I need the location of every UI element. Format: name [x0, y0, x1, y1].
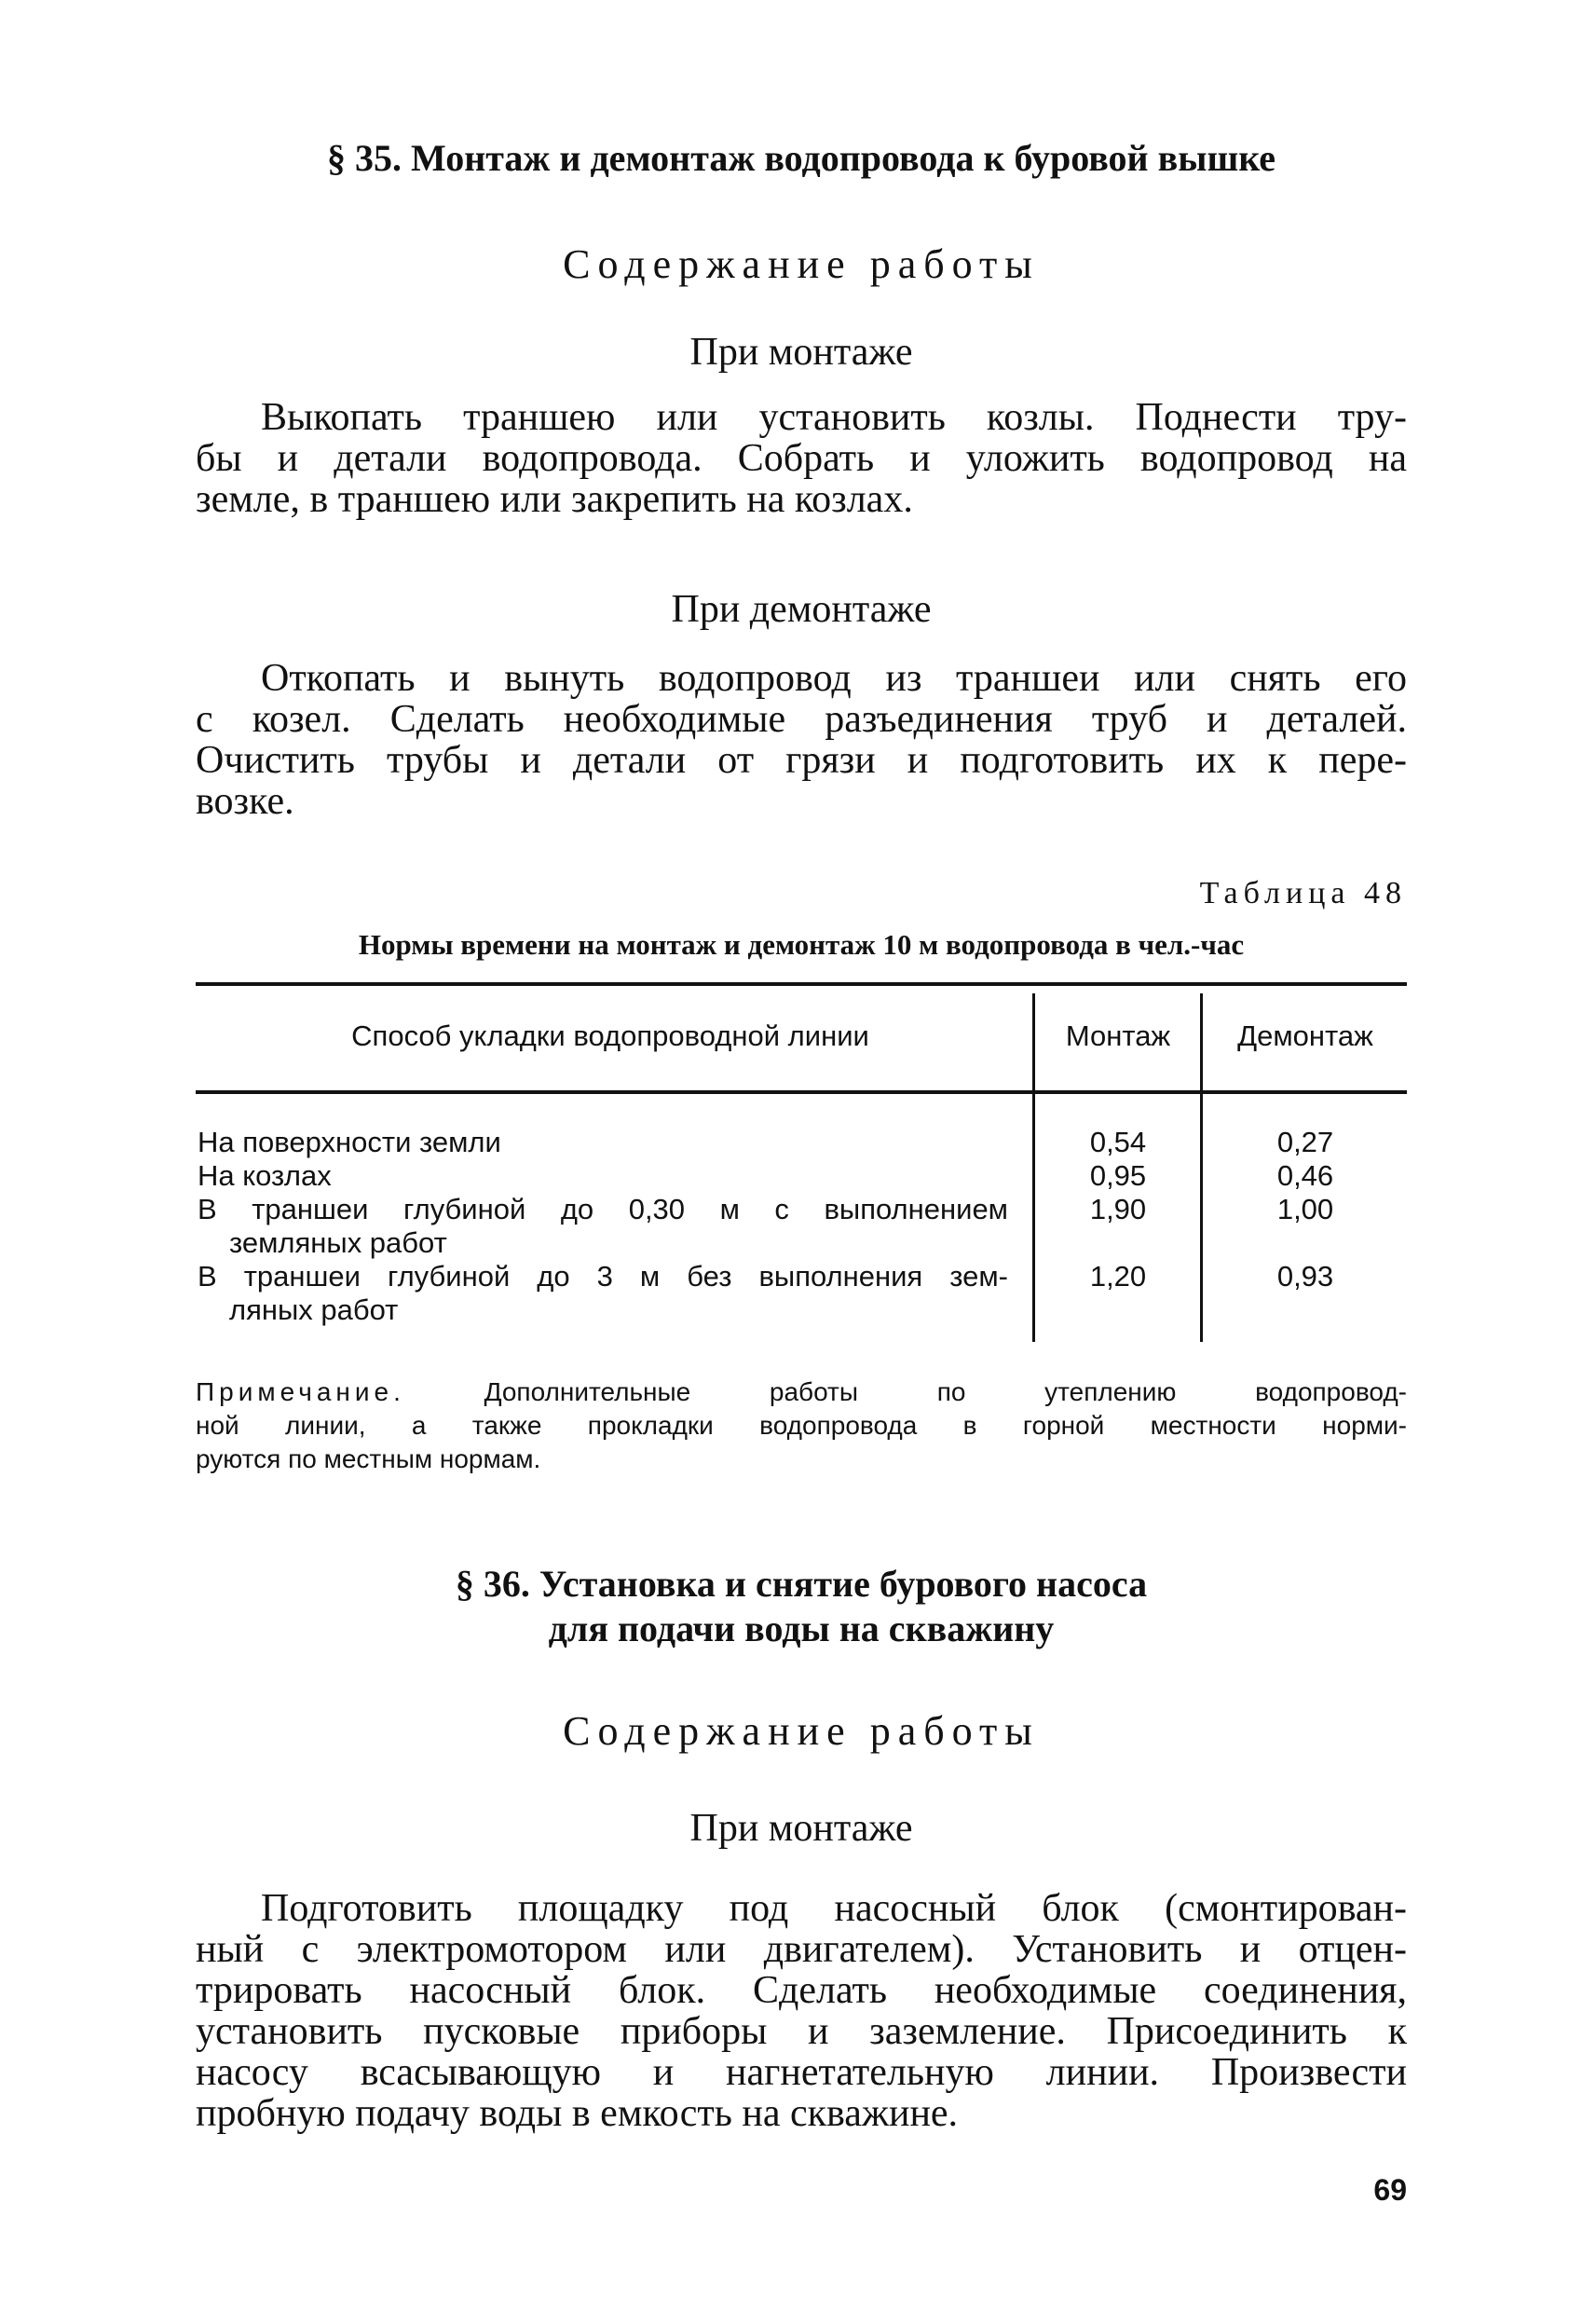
- column-header-method: Способ укладки водопроводной линии: [351, 1019, 869, 1052]
- paragraph-line: Выкопать траншею или установить козлы. Поднести тру-: [261, 396, 1407, 439]
- paragraph-line: Подготовить площадку под насосный блок (смонтирован-: [261, 1887, 1407, 1930]
- paragraph-line: земле, в траншею или закрепить на козлах.: [196, 478, 913, 521]
- row-method: На поверхности земли: [198, 1126, 501, 1158]
- table-header-divider: [1032, 993, 1035, 1090]
- row-dismounting-value: 0,27: [1276, 1126, 1334, 1158]
- row-method: На козлах: [198, 1159, 332, 1192]
- table-row: [198, 1126, 1008, 1159]
- column-header-dismounting: Демонтаж: [1237, 1019, 1373, 1052]
- table-body-divider: [1200, 1094, 1203, 1342]
- table-row: [198, 1260, 1008, 1327]
- note-text: Дополнительные работы по утеплению водопровод-: [484, 1377, 1407, 1406]
- row-dismounting-value: 0,46: [1276, 1159, 1334, 1192]
- table-caption: Нормы времени на монтаж и демонтаж 10 м водопровода в чел.-час: [358, 928, 1245, 961]
- paragraph-line: установить пусковые приборы и заземление. Присоединить к: [196, 2010, 1407, 2053]
- table-row: [198, 1159, 1008, 1193]
- paragraph-line: Откопать и вынуть водопровод из траншеи или снять его: [261, 657, 1407, 700]
- paragraph-line: насосу всасывающую и нагнетательную линии. Произвести: [196, 2051, 1407, 2094]
- row-mounting-value: 0,95: [1089, 1159, 1147, 1192]
- section-35-mounting-text: [196, 397, 1407, 520]
- table-row: [198, 1193, 1008, 1260]
- paragraph-line: пробную подачу воды в емкость на скважине.: [196, 2092, 959, 2135]
- note-line: руются по местным нормам.: [196, 1444, 541, 1473]
- table-label: Таблица 48: [1199, 876, 1407, 910]
- row-dismounting-value: 1,00: [1276, 1193, 1334, 1225]
- section-35-dismounting-text: [196, 658, 1407, 822]
- paragraph-line: бы и детали водопровода. Собрать и уложить водопровод на: [196, 437, 1407, 480]
- table-top-rule: [196, 982, 1407, 986]
- paragraph-line: возке.: [196, 780, 294, 823]
- row-method-continuation: земляных работ: [229, 1226, 447, 1259]
- row-method: В траншеи глубиной до 0,30 м с выполнением: [198, 1193, 1008, 1225]
- note-line: [196, 1375, 1407, 1409]
- table-header-rule: [196, 1090, 1407, 1094]
- note-line: ной линии, а также прокладки водопровода в горной местности норми-: [196, 1411, 1407, 1440]
- row-method-continuation: ляных работ: [229, 1293, 399, 1326]
- section-35-content-heading: Содержание работы: [563, 241, 1040, 287]
- column-header-mounting: Монтаж: [1065, 1019, 1171, 1052]
- row-mounting-value: 0,54: [1089, 1126, 1147, 1158]
- table-body-divider: [1032, 1094, 1035, 1342]
- section-36-mounting-text: [196, 1888, 1407, 2134]
- paragraph-line: трировать насосный блок. Сделать необходимые соединения,: [196, 1969, 1407, 2012]
- paragraph-line: с козел. Сделать необходимые разъединения труб и деталей.: [196, 698, 1407, 741]
- paragraph-line: Очистить трубы и детали от грязи и подготовить их к пере-: [196, 739, 1407, 782]
- table-header-divider: [1200, 993, 1203, 1090]
- section-36-title: [196, 1562, 1407, 1651]
- section-35-mounting-heading: При монтаже: [689, 331, 913, 374]
- section-35-dismounting-heading: При демонтаже: [671, 588, 932, 631]
- row-mounting-value: 1,90: [1089, 1193, 1147, 1225]
- note-label: Примечание.: [196, 1377, 405, 1406]
- document-page: [196, 0, 1407, 2312]
- row-dismounting-value: 0,93: [1276, 1260, 1334, 1293]
- section-36-mounting-heading: При монтаже: [689, 1807, 913, 1850]
- section-36-title-line: § 36. Установка и снятие бурового насоса: [455, 1563, 1148, 1605]
- row-mounting-value: 1,20: [1089, 1260, 1147, 1293]
- table-note: [196, 1375, 1407, 1476]
- section-35-title: § 35. Монтаж и демонтаж водопровода к буровой вышке: [326, 137, 1276, 179]
- paragraph-line: ный с электромотором или двигателем). Установить и отцен-: [196, 1928, 1407, 1971]
- page-number: 69: [1373, 2173, 1407, 2207]
- section-36-title-line: для подачи воды на скважину: [548, 1607, 1055, 1649]
- section-36-content-heading: Содержание работы: [563, 1708, 1040, 1754]
- row-method: В траншеи глубиной до 3 м без выполнения зем-: [198, 1260, 1008, 1293]
